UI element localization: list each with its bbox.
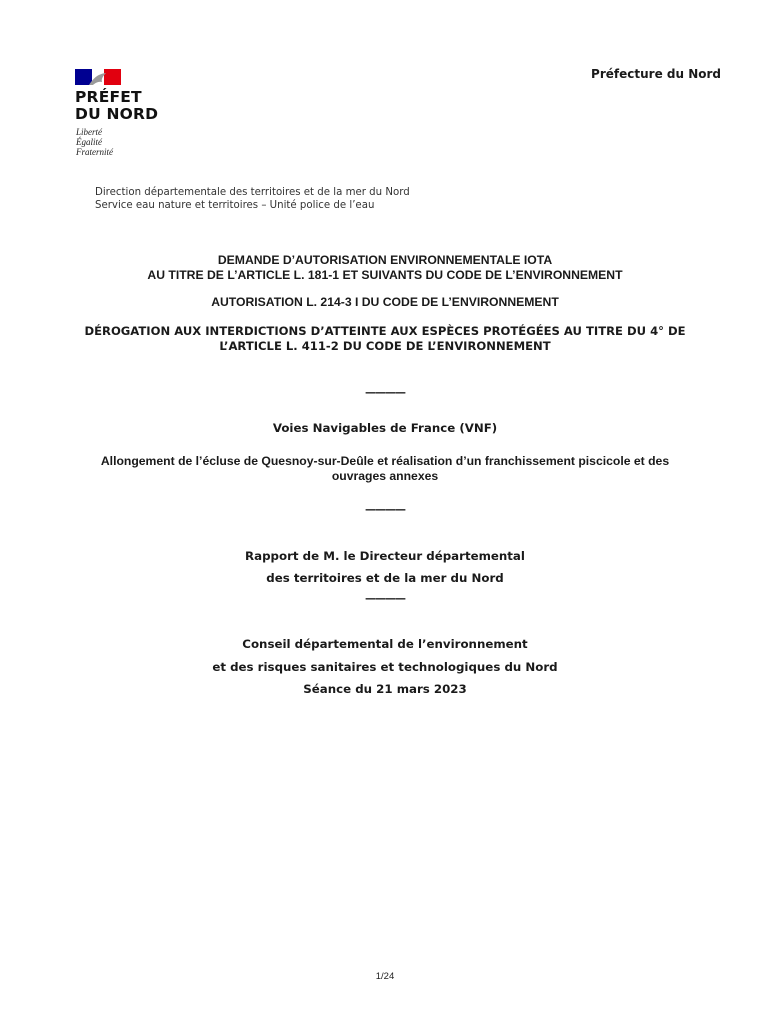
demande-title <box>0 253 770 283</box>
applicant: Voies Navigables de France (VNF) <box>272 421 498 435</box>
flag-blue-band <box>75 69 92 85</box>
conseil-line: et des risques sanitaires et technologiques du Nord <box>212 659 558 674</box>
logo-title <box>75 89 158 123</box>
demande-line: AU TITRE DE L’ARTICLE L. 181-1 ET SUIVANTS DU CODE DE L’ENVIRONNEMENT <box>147 268 623 282</box>
rapport-block <box>0 545 770 589</box>
direction-line: Direction départementale des territoires et de la mer du Nord <box>95 187 410 198</box>
rapport-line: Rapport de M. le Directeur départemental <box>245 549 525 563</box>
motto-line: Fraternité <box>76 147 113 157</box>
separator: ———— <box>365 592 405 605</box>
logo-title-line: DU NORD <box>75 105 159 123</box>
separator: ———— <box>365 503 405 516</box>
derogation-title <box>0 324 770 354</box>
conseil-block <box>0 633 770 701</box>
logo-motto <box>76 127 113 157</box>
direction-line: Service eau nature et territoires – Unité police de l’eau <box>95 200 375 211</box>
motto-line: Égalité <box>76 137 102 147</box>
autorisation-title: AUTORISATION L. 214-3 I DU CODE DE L’ENVIRONNEMENT <box>211 295 559 309</box>
project-object-line: Allongement de l’écluse de Quesnoy-sur-Deûle et réalisation d’un franchissement piscicole et des <box>100 454 670 468</box>
derogation-line: L’ARTICLE L. 411-2 DU CODE DE L’ENVIRONNEMENT <box>219 339 551 353</box>
conseil-line: Conseil départemental de l’environnement <box>242 637 528 651</box>
logo-title-line: PRÉFET <box>75 88 142 106</box>
page-number: 1/24 <box>375 971 395 982</box>
project-object-line: ouvrages annexes <box>331 469 439 483</box>
rapport-line: des territoires et de la mer du Nord <box>266 571 504 585</box>
seance-date: Séance du 21 mars 2023 <box>303 682 467 696</box>
derogation-line: DÉROGATION AUX INTERDICTIONS D’ATTEINTE AUX ESPÈCES PROTÉGÉES AU TITRE DU 4° DE <box>84 324 686 338</box>
direction-block <box>95 186 410 212</box>
separator: ———— <box>365 386 405 399</box>
flag-red-band <box>104 69 121 85</box>
motto-line: Liberté <box>76 127 102 137</box>
project-object <box>0 454 770 484</box>
prefecture-label: Préfecture du Nord <box>591 67 721 81</box>
demande-line: DEMANDE D’AUTORISATION ENVIRONNEMENTALE IOTA <box>217 253 553 267</box>
marianne-logo-flag <box>75 69 121 85</box>
